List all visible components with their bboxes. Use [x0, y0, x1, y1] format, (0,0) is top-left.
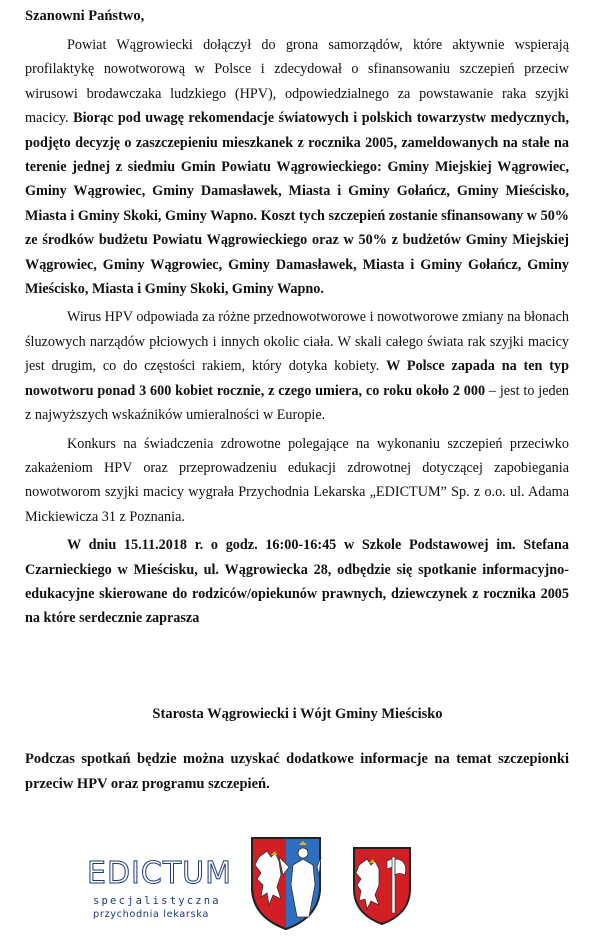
paragraph-2-text: Wirus HPV odpowiada za różne przednowotworowe i nowotworowe zmiany na błonach śluzowych narządów płciowych i innych okolic ciała. W skali całego świata rak szyjki macicy jest drugim, co do częstości rakiem, który dotyka kobiety. [25, 309, 569, 375]
signature: Starosta Wągrowiecki i Wójt Gminy Mieścisko [152, 706, 443, 722]
letter-body [25, 33, 569, 631]
paragraph-1-bold: Biorąc pod uwagę rekomendacje światowych i polskich towarzystw medycznych, podjęto decyzję o zaszczepieniu mieszkanek z rocznika 2005, zameldowanych na stałe na terenie jednej z siedmiu Gmin Powiatu Wągrowieckiego: Gminy Miejskiej Wągrowiec, Gminy Wągrowiec, Gminy Damasławek, Miasta i Gminy Gołańcz, Gminy Mieścisko, Miasta i Gminy Skoki, Gminy Wapno. Koszt tych szczepień zostanie sfinansowany w 50% ze środków budżetu Powiatu Wągrowieckiego oraz w 50% z budżetów Gminy Miejskiej Wągrowiec, Gminy Wągrowiec, Gminy Damasławek, Miasta i Gminy Gołańcz, Gminy Mieścisko, Miasta i Gminy Skoki, Gminy Wapno. [25, 110, 569, 298]
gmina-crest-icon [351, 845, 413, 927]
paragraph-2-bold: W Polsce zapada na ten typ nowotworu ponad 3 600 kobiet rocznie, z czego umiera, co roku około 2 000 [25, 358, 569, 399]
closing-note: Podczas spotkań będzie można uzyskać dodatkowe informacje na temat szczepionki przeciw HPV oraz programu szczepień. [25, 751, 569, 792]
paragraph-2 [25, 305, 569, 427]
powiat-crest-icon [249, 835, 323, 931]
paragraph-1 [25, 33, 569, 301]
logos-row [0, 835, 595, 940]
paragraph-2-tail: – jest to jeden z najwyższych wskaźników umieralności w Europie. [25, 382, 570, 424]
greeting: Szanowni Państwo, [25, 8, 145, 24]
edictum-logo [85, 849, 235, 924]
logo-line2: przychodnia lekarska [93, 909, 209, 920]
logo-name: EDICTUM [87, 856, 233, 891]
paragraph-1-text: Powiat Wągrowiecki dołączył do grona samorządów, które aktywnie wspierają profilaktykę nowotworową w Polsce i zdecydował o sfinansowaniu szczepień przeciw wirusowi brodawczaka ludzkiego (HPV), odpowiedzialnego za powstawanie raka szyjki macicy. [25, 37, 569, 127]
logo-line1: specjalistyczna [93, 895, 221, 907]
paragraph-4: W dniu 15.11.2018 r. o godz. 16:00-16:45 w Szkole Podstawowej im. Stefana Czarnieckiego w Mieścisku, ul. Wągrowiecka 28, odbędzie się spotkanie informacyjno-edukacyjne skierowane do rodziców/opiekunów prawnych, dziewczynek z rocznika 2005 na które serdecznie zaprasza [25, 537, 569, 627]
paragraph-3: Konkurs na świadczenia zdrowotne polegające na wykonaniu szczepień przeciwko zakażeniom HPV oraz przeprowadzeniu edukacji zdrowotnej dotyczącej zapobiegania nowotworom szyjki macicy wygrała Przychodnia Lekarska „EDICTUM” Sp. z o.o. ul. Adama Mickiewicza 31 z Poznania. [25, 435, 569, 525]
